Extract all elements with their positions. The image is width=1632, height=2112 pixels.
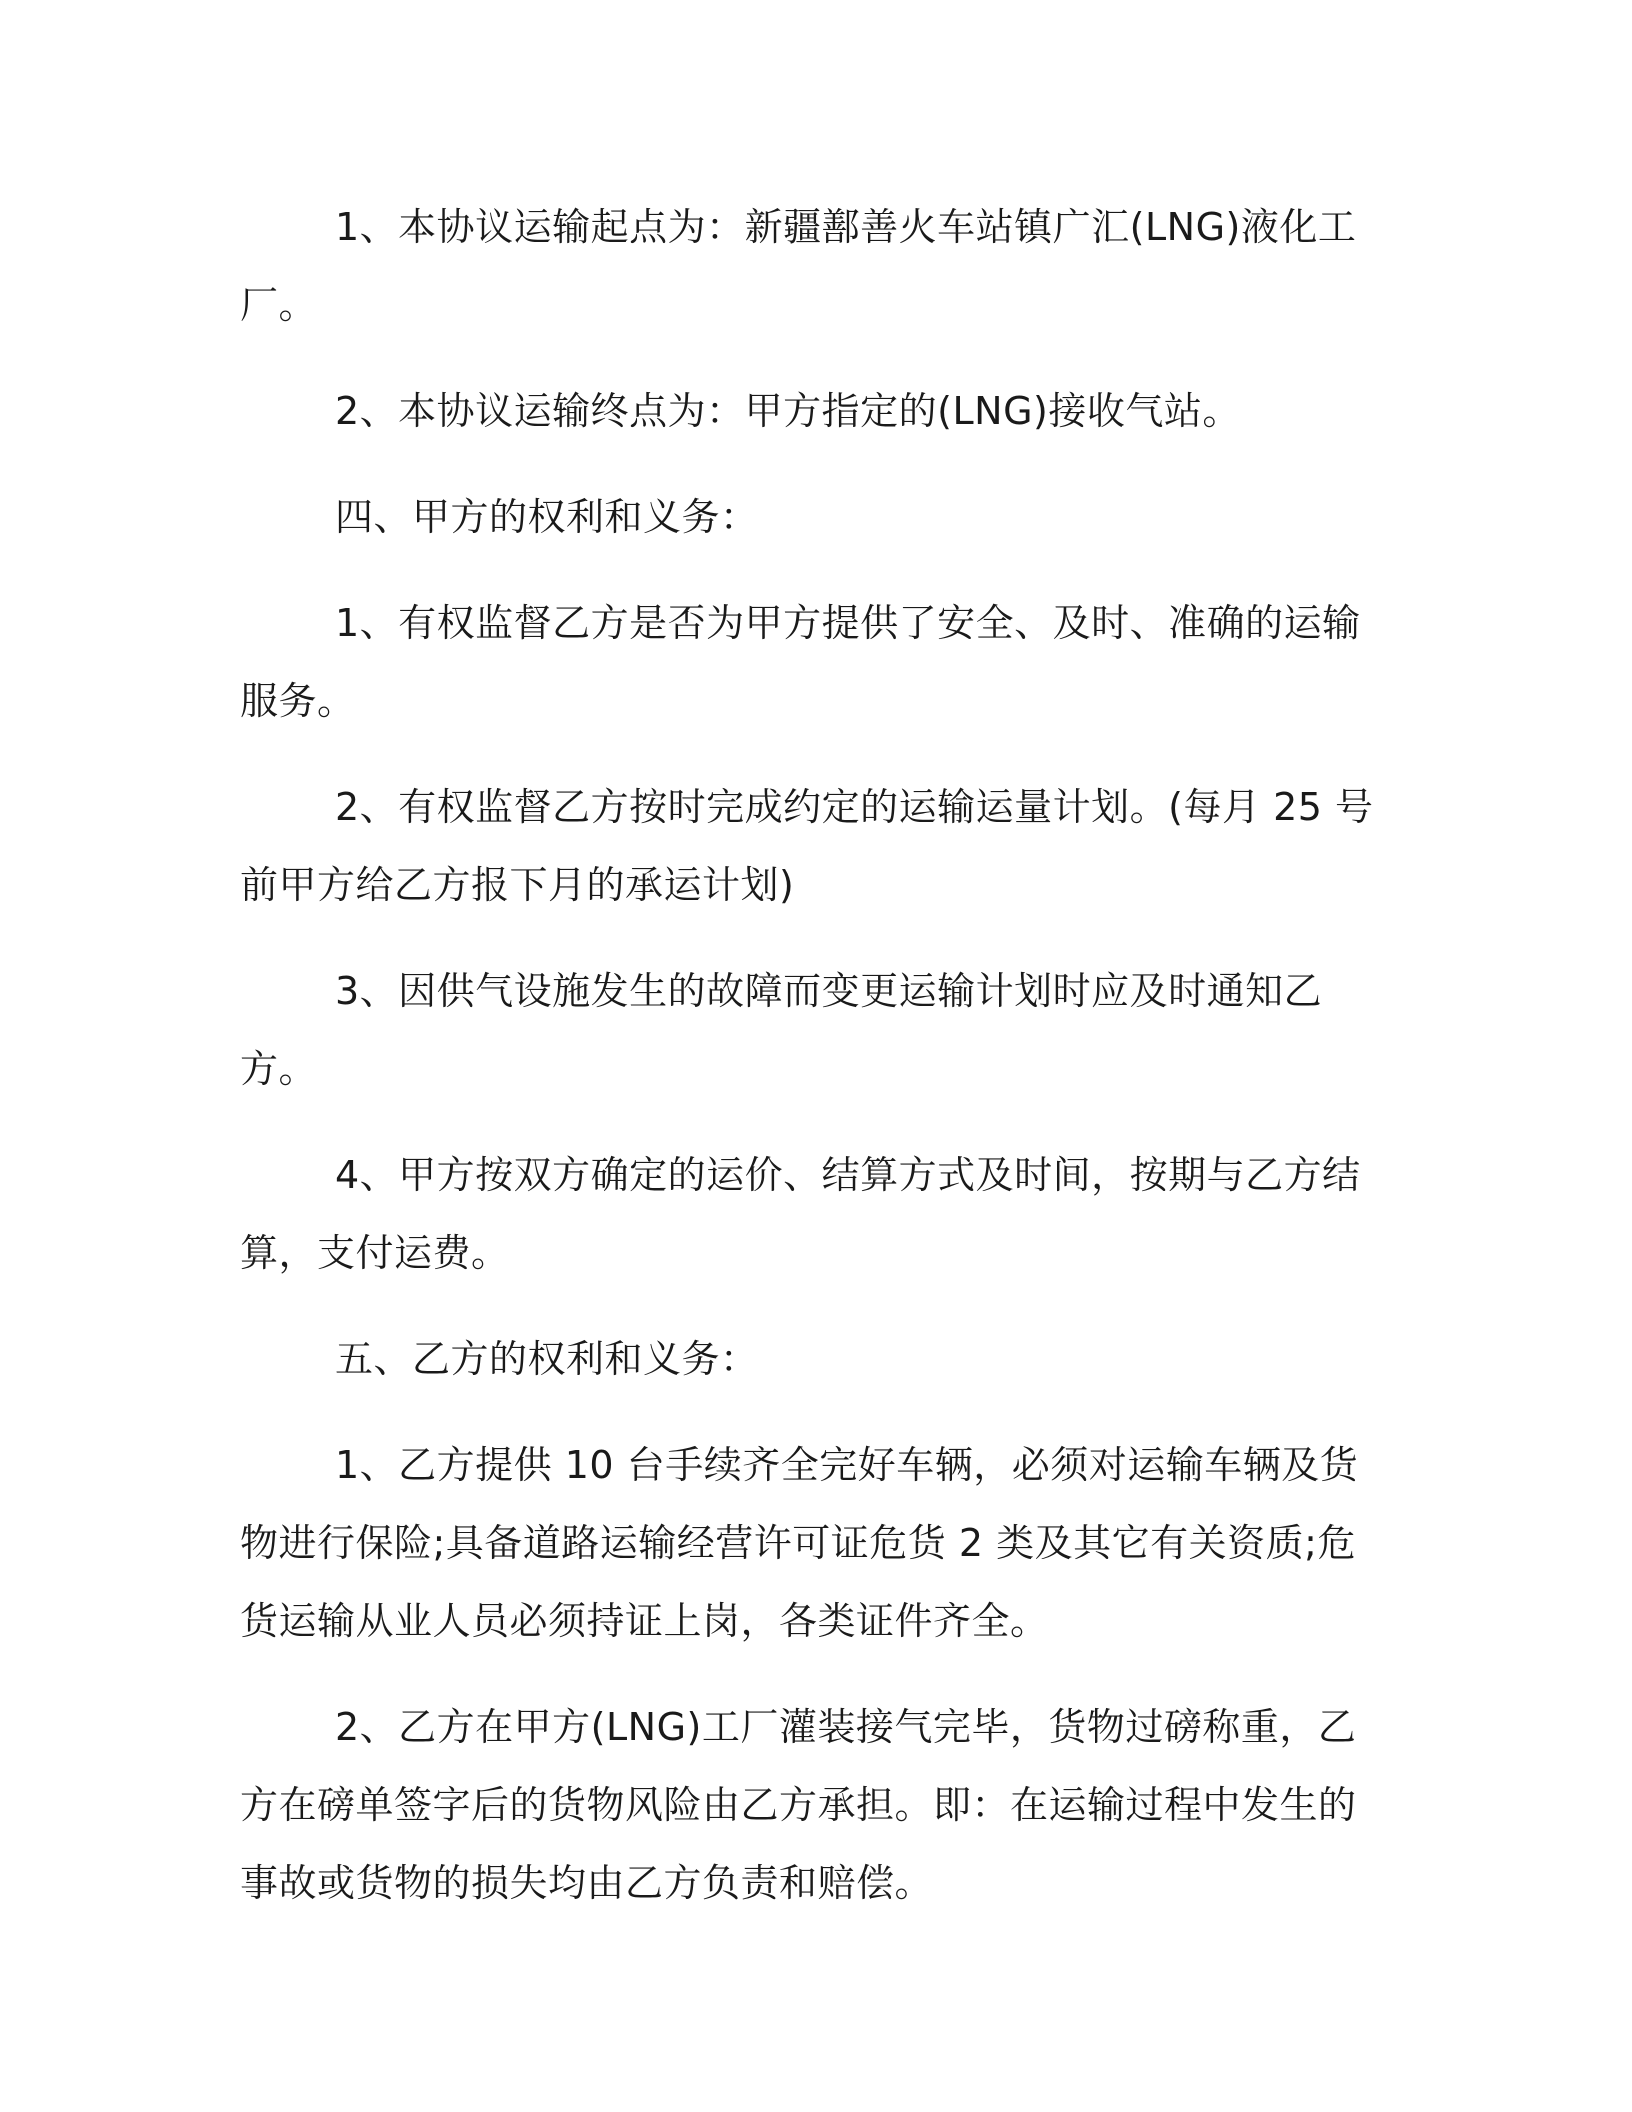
- section-heading-party-a: 四、甲方的权利和义务：: [335, 495, 759, 539]
- paragraph-transport-end: 2、本协议运输终点为：甲方指定的(LNG)接收气站。: [335, 389, 1241, 433]
- document-body: [240, 188, 1392, 1922]
- paragraph-party-b-item-1: 1、乙方提供 10 台手续齐全完好车辆，必须对运输车辆及货物进行保险;具备道路运输经营许可证危货 2 类及其它有关资质;危货运输从业人员必须持证上岗，各类证件齐全。: [240, 1443, 1359, 1643]
- paragraph-party-a-item-1: 1、有权监督乙方是否为甲方提供了安全、及时、准确的运输服务。: [240, 601, 1361, 723]
- section-heading-party-b: 五、乙方的权利和义务：: [335, 1337, 759, 1381]
- paragraph-transport-start: 1、本协议运输起点为：新疆鄯善火车站镇广汇(LNG)液化工厂。: [240, 205, 1357, 327]
- paragraph-party-a-item-2: 2、有权监督乙方按时完成约定的运输运量计划。(每月 25 号前甲方给乙方报下月的承运计划): [240, 785, 1374, 907]
- paragraph-party-a-item-4: 4、甲方按双方确定的运价、结算方式及时间，按期与乙方结算，支付运费。: [240, 1153, 1361, 1275]
- paragraph-party-b-item-2: 2、乙方在甲方(LNG)工厂灌装接气完毕，货物过磅称重，乙方在磅单签字后的货物风险由乙方承担。即：在运输过程中发生的事故或货物的损失均由乙方负责和赔偿。: [240, 1705, 1357, 1905]
- paragraph-party-a-item-3: 3、因供气设施发生的故障而变更运输计划时应及时通知乙方。: [240, 969, 1323, 1091]
